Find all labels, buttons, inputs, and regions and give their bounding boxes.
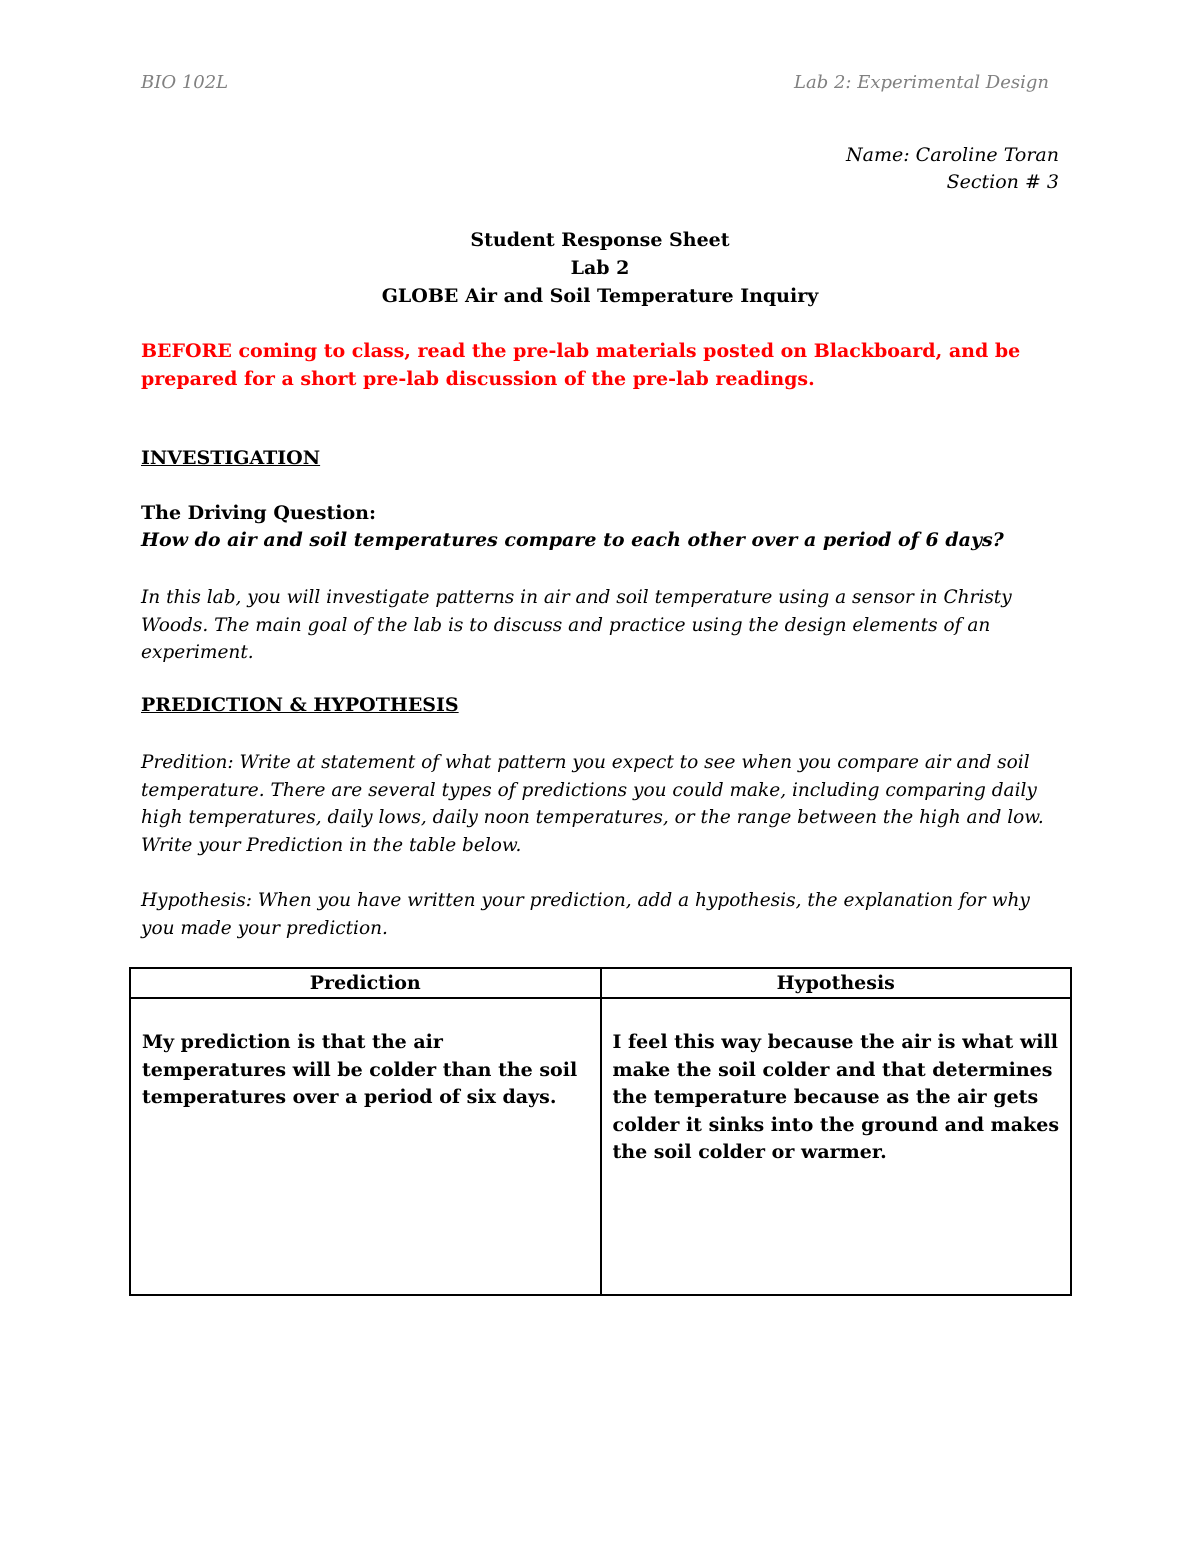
response-table xyxy=(129,967,1072,1296)
student-name: Name: Caroline Toran xyxy=(846,144,1059,166)
hypothesis-instructions: Hypothesis: When you have written your prediction, add a hypothesis, the explanation for why you made your prediction. xyxy=(141,890,1030,939)
title-lab-number: Lab 2 xyxy=(570,257,630,279)
prediction-hypothesis-heading: PREDICTION & HYPOTHESIS xyxy=(141,694,459,716)
prediction-instructions: Predition: Write at statement of what pattern you expect to see when you compare air and soil temperature. There are several types of predictions you could make, including comparing daily high temperatures, daily lows, daily noon temperatures, or the range between the high and low. Write your Prediction in the table below. xyxy=(141,752,1044,856)
header-course: BIO 102L xyxy=(141,72,229,93)
investigation-heading: INVESTIGATION xyxy=(141,447,321,469)
title-inquiry: GLOBE Air and Soil Temperature Inquiry xyxy=(381,285,819,307)
student-section: Section # 3 xyxy=(946,171,1059,193)
prediction-answer: My prediction is that the air temperatures will be colder than the soil temperatures over a period of six days. xyxy=(142,1031,578,1108)
hypothesis-column-header: Hypothesis xyxy=(601,968,1072,998)
hypothesis-answer: I feel this way because the air is what will make the soil colder and that determines the temperature because as the air gets colder it sinks into the ground and makes the soil colder or warmer. xyxy=(612,1031,1060,1163)
response-table-row xyxy=(130,998,1071,1295)
prediction-answer-cell[interactable] xyxy=(130,998,601,1295)
hypothesis-answer-cell[interactable] xyxy=(601,998,1072,1295)
investigation-intro: In this lab, you will investigate patterns in air and soil temperature using a sensor in Christy Woods. The main goal of the lab is to discuss and practice using the design elements of an experiment. xyxy=(141,587,1012,663)
prediction-column-header: Prediction xyxy=(130,968,601,998)
header-lab-title: Lab 2: Experimental Design xyxy=(794,72,1049,93)
document-titles xyxy=(0,226,1200,310)
response-table-header-row xyxy=(130,968,1071,998)
driving-question: How do air and soil temperatures compare to each other over a period of 6 days? xyxy=(141,529,1004,551)
title-response-sheet: Student Response Sheet xyxy=(470,229,730,251)
pre-lab-notice: BEFORE coming to class, read the pre-lab materials posted on Blackboard, and be prepared for a short pre-lab discussion of the pre-lab readings. xyxy=(141,340,1021,390)
driving-question-label: The Driving Question: xyxy=(141,502,376,524)
